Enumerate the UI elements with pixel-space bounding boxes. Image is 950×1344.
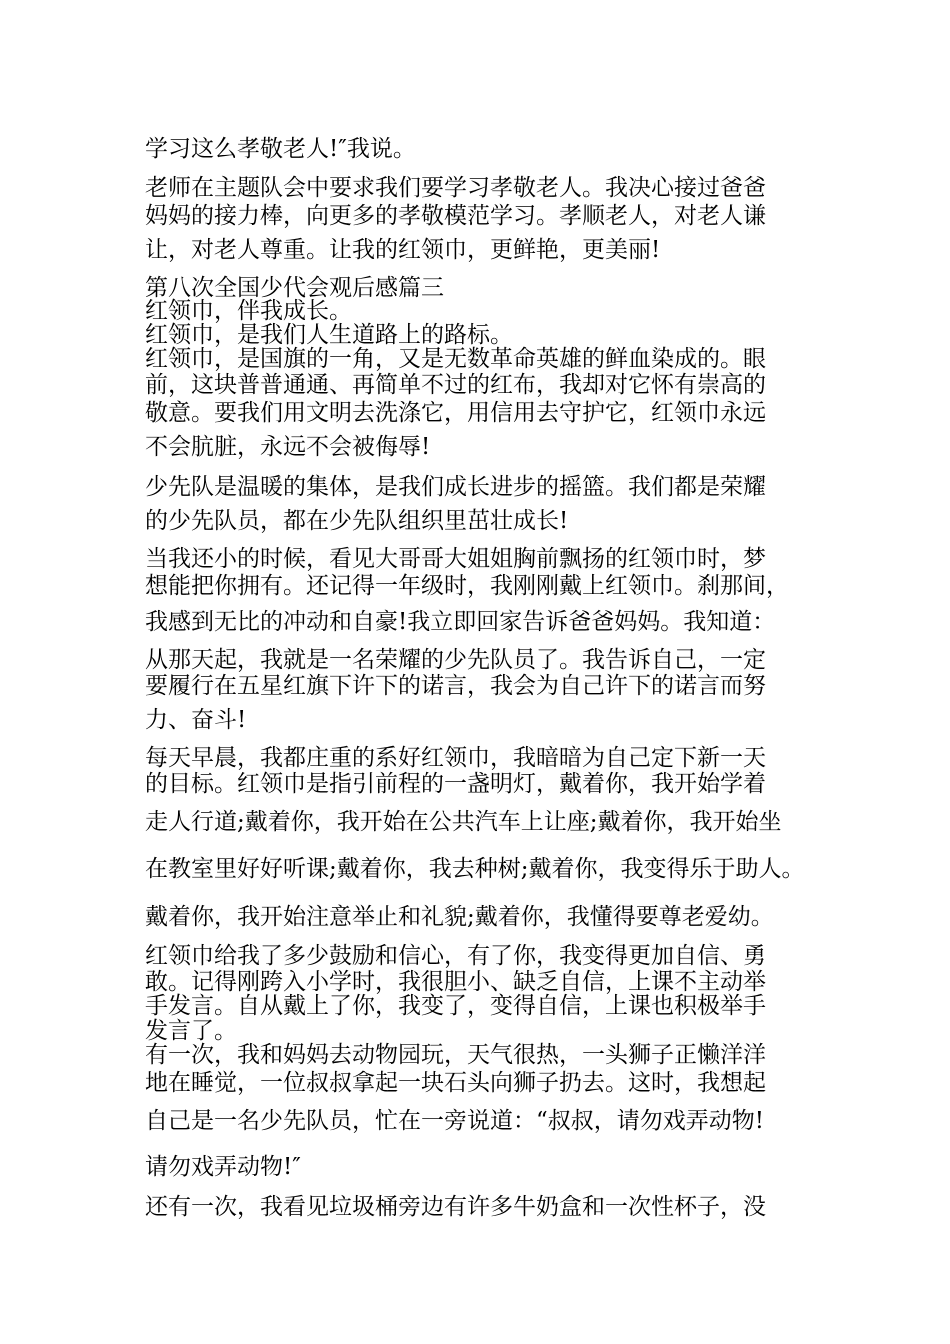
text-line: 请勿戏弄动物!″	[145, 1154, 301, 1180]
text-line: 老师在主题队会中要求我们要学习孝敬老人。我决心接过爸爸	[145, 175, 766, 201]
text-line: 不会肮脏，永远不会被侮辱!	[145, 434, 431, 460]
text-line: 想能把你拥有。还记得一年级时，我刚刚戴上红领巾。刹那间，	[145, 573, 789, 599]
text-line: 还有一次，我看见垃圾桶旁边有许多牛奶盒和一次性杯子，没	[145, 1194, 766, 1220]
text-line: 的少先队员，都在少先队组织里茁壮成长!	[145, 508, 569, 534]
text-line: 要履行在五星红旗下许下的诺言，我会为自己许下的诺言而努	[145, 673, 766, 699]
text-line: 前，这块普普通通、再简单不过的红布，我却对它怀有崇高的	[145, 372, 766, 398]
text-line: 每天早晨，我都庄重的系好红领巾，我暗暗为自己定下新一天	[145, 745, 766, 771]
text-line: 走人行道;戴着你，我开始在公共汽车上让座;戴着你，我开始坐	[145, 809, 782, 835]
text-line: 我感到无比的冲动和自豪!我立即回家告诉爸爸妈妈。我知道：	[145, 609, 776, 635]
text-line: 手发言。自从戴上了你，我变了，变得自信，上课也积极举手	[145, 993, 766, 1019]
text-line: 敢。记得刚跨入小学时，我很胆小、缺乏自信，上课不主动举	[145, 969, 766, 995]
text-line: 学习这么孝敬老人!″我说。	[145, 136, 416, 162]
text-line: 自己是一名少先队员，忙在一旁说道：“叔叔，请勿戏弄动物!	[145, 1108, 765, 1134]
text-line: 在教室里好好听课;戴着你，我去种树;戴着你，我变得乐于助人。	[145, 856, 805, 882]
text-line: 红领巾给我了多少鼓励和信心，有了你，我变得更加自信、勇	[145, 943, 766, 969]
text-line: 从那天起，我就是一名荣耀的少先队员了。我告诉自己，一定	[145, 647, 766, 673]
text-line: 红领巾，是国旗的一角，又是无数革命英雄的鲜血染成的。眼	[145, 346, 766, 372]
text-line: 戴着你，我开始注意举止和礼貌;戴着你，我懂得要尊老爱幼。	[145, 904, 774, 930]
text-line: 妈妈的接力棒，向更多的孝敬模范学习。孝顺老人，对老人谦	[145, 203, 766, 229]
text-line: 红领巾，是我们人生道路上的路标。	[145, 322, 513, 348]
text-line: 发言了。	[145, 1018, 237, 1044]
text-line: 敬意。要我们用文明去洗涤它，用信用去守护它，红领巾永远	[145, 400, 766, 426]
text-line: 有一次，我和妈妈去动物园玩，天气很热，一头狮子正懒洋洋	[145, 1042, 766, 1068]
text-line: 让，对老人尊重。让我的红领巾，更鲜艳，更美丽!	[145, 237, 661, 263]
text-line: 少先队是温暖的集体，是我们成长进步的摇篮。我们都是荣耀	[145, 474, 766, 500]
text-line: 当我还小的时候，看见大哥哥大姐姐胸前飘扬的红领巾时，梦	[145, 546, 766, 572]
text-line: 力、奋斗!	[145, 707, 247, 733]
section-heading: 第八次全国少代会观后感篇三	[145, 275, 444, 301]
text-line: 红领巾，伴我成长。	[145, 298, 352, 324]
text-line: 的目标。红领巾是指引前程的一盏明灯，戴着你，我开始学着	[145, 771, 766, 797]
text-line: 地在睡觉，一位叔叔拿起一块石头向狮子扔去。这时，我想起	[145, 1070, 766, 1096]
